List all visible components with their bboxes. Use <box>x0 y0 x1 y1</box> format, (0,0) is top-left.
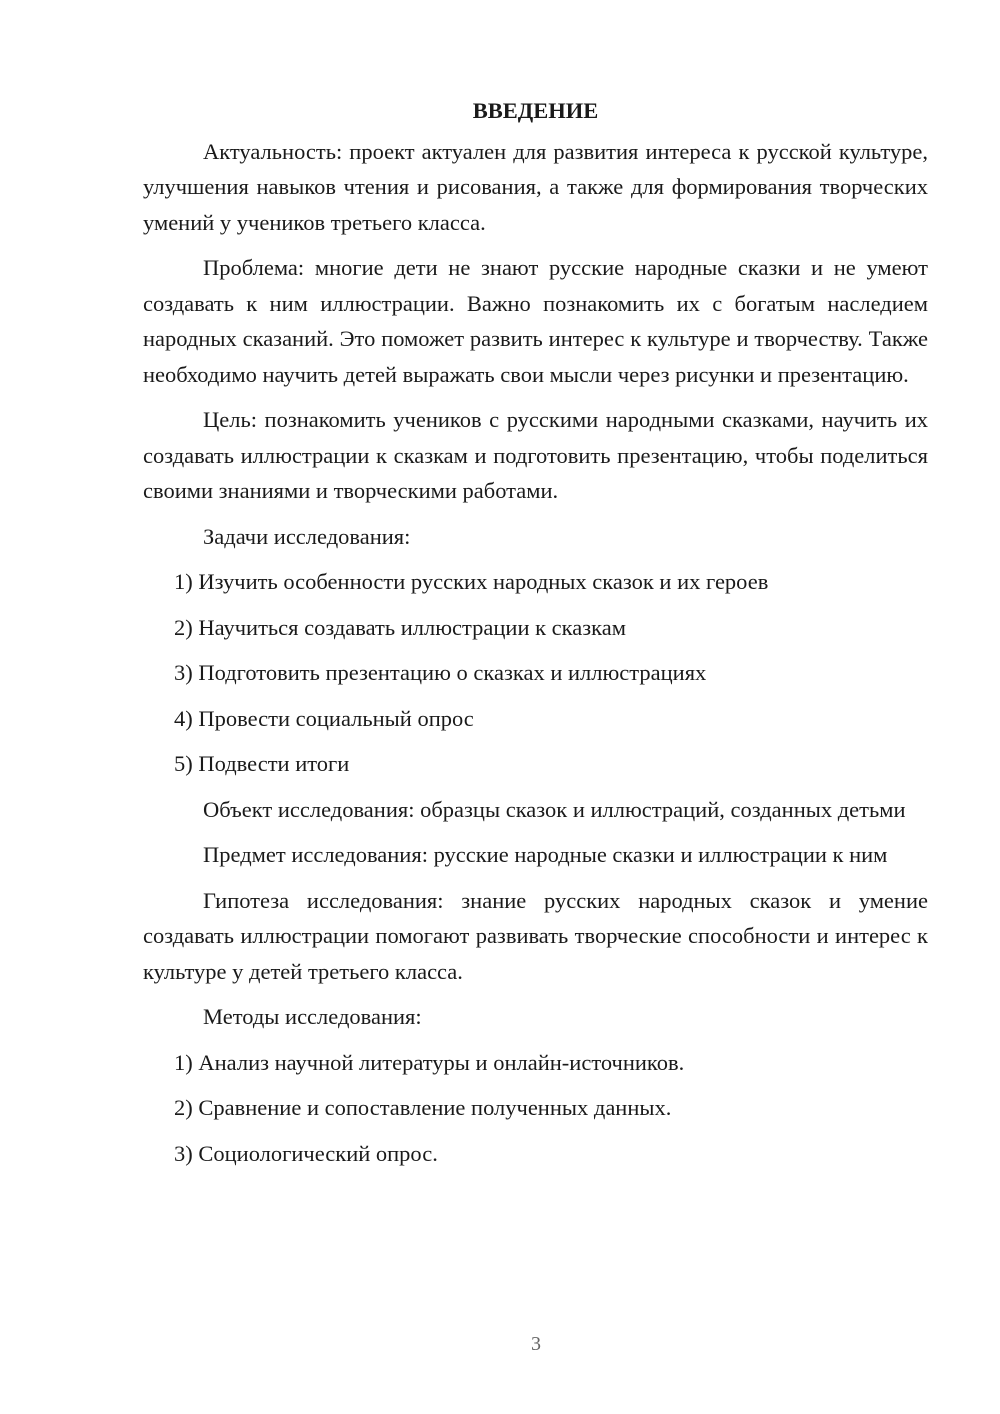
task-item: 4) Провести социальный опрос <box>174 705 474 731</box>
tasks-list <box>143 564 928 782</box>
methods-heading: Методы исследования: <box>203 1004 422 1029</box>
method-item: 3) Социологический опрос. <box>174 1140 438 1166</box>
tasks-heading: Задачи исследования: <box>203 523 411 549</box>
goal-paragraph: Цель: познакомить учеников с русскими народными сказками, научить их создавать иллюстрации к сказкам и подготовить презентацию, чтобы поделиться своими знаниями и творческими работами. <box>143 407 928 503</box>
problem-paragraph: Проблема: многие дети не знают русские народные сказки и не умеют создавать к ним иллюстрации. Важно познакомить их с богатым наследием народных сказаний. Это поможет развить интерес к культуре и творчеству. Также необходимо научить детей выражать свои мысли через рисунки и презентацию. <box>143 255 928 387</box>
method-item: 2) Сравнение и сопоставление полученных данных. <box>174 1095 672 1120</box>
object-paragraph: Объект исследования: образцы сказок и иллюстраций, созданных детьми <box>203 796 906 822</box>
page-title: ВВЕДЕНИЕ <box>472 98 599 123</box>
document-page <box>143 93 928 1181</box>
task-item: 2) Научиться создавать иллюстрации к сказкам <box>174 614 626 640</box>
subject-paragraph: Предмет исследования: русские народные сказки и иллюстрации к ним <box>203 842 888 867</box>
methods-list <box>143 1045 928 1172</box>
page-number: 3 <box>531 1333 541 1355</box>
task-item: 1) Изучить особенности русских народных сказок и их героев <box>174 569 769 594</box>
task-item: 5) Подвести итоги <box>174 751 350 776</box>
method-item: 1) Анализ научной литературы и онлайн-источников. <box>174 1049 685 1075</box>
hypothesis-paragraph: Гипотеза исследования: знание русских народных сказок и умение создавать иллюстрации помогают развивать творческие способности и интерес к культуре у детей третьего класса. <box>143 887 928 984</box>
task-item: 3) Подготовить презентацию о сказках и иллюстрациях <box>174 660 707 685</box>
relevance-paragraph: Актуальность: проект актуален для развития интереса к русской культуре, улучшения навыков чтения и рисования, а также для формирования творческих умений у учеников третьего класса. <box>143 138 928 235</box>
